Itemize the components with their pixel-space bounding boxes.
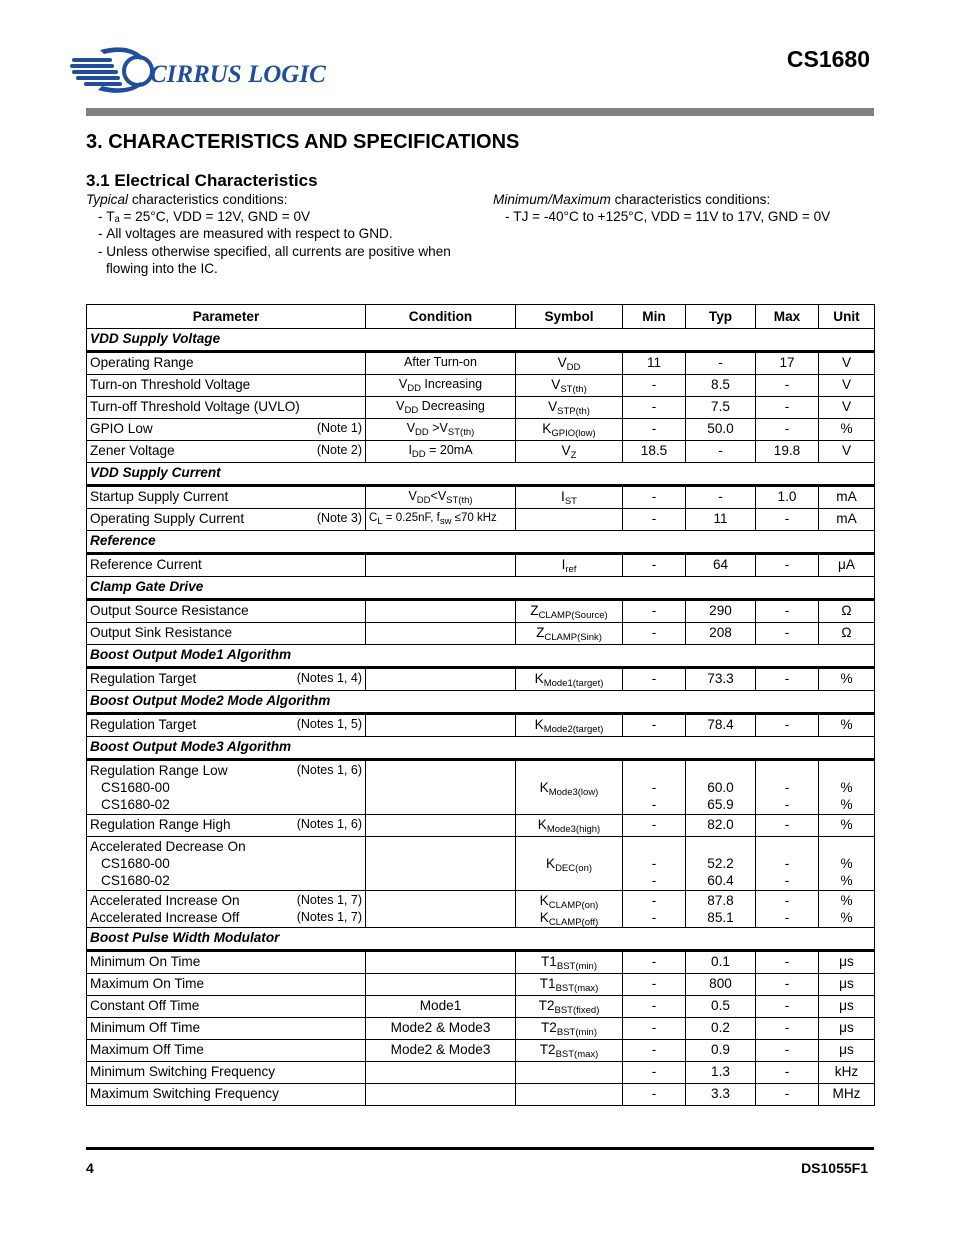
- cirrus-logic-logo: [70, 44, 330, 96]
- cond: [366, 1084, 516, 1106]
- unit: % %: [819, 891, 875, 928]
- cond: [366, 714, 516, 737]
- max: -: [756, 951, 819, 974]
- typ: 64: [686, 554, 756, 577]
- col-min: Min: [623, 305, 686, 329]
- minmax-conditions: [493, 191, 873, 225]
- max: -: [756, 815, 819, 837]
- table-row: [87, 760, 875, 815]
- typ: 0.2: [686, 1018, 756, 1040]
- unit: Ω: [819, 623, 875, 645]
- cond: [366, 891, 516, 928]
- max: -: [756, 509, 819, 531]
- col-max: Max: [756, 305, 819, 329]
- note: (Notes 1, 6): [296, 763, 362, 777]
- symbol: $K_{Mode1(target)}$: [516, 668, 623, 691]
- min: -: [623, 1018, 686, 1040]
- minmax-label-rest: characteristics conditions:: [610, 192, 771, 207]
- min: -: [623, 1084, 686, 1106]
- table-row: [87, 375, 875, 397]
- param: Operating Supply Current (Note 3): [87, 509, 366, 531]
- typ: 0.5: [686, 996, 756, 1018]
- typ: 78.4: [686, 714, 756, 737]
- table-header-row: [87, 305, 875, 329]
- unit: V: [819, 441, 875, 463]
- symbol: $T1_{BST(max)}$: [516, 974, 623, 996]
- param: Turn-off Threshold Voltage (UVLO): [87, 397, 366, 419]
- unit: μs: [819, 996, 875, 1018]
- max: 1.0: [756, 486, 819, 509]
- param: Minimum On Time: [87, 951, 366, 974]
- document-number: CS1680: [786, 46, 870, 72]
- typ: 800: [686, 974, 756, 996]
- document-id: DS1055F1: [801, 1160, 868, 1176]
- minmax-label: Minimum/Maximum: [493, 192, 611, 207]
- table-row: [87, 815, 875, 837]
- logo-text: CIRRUS LOGIC: [150, 61, 326, 88]
- typ: -: [686, 352, 756, 375]
- cond: Mode1: [366, 996, 516, 1018]
- table-row: [87, 419, 875, 441]
- unit: mA: [819, 486, 875, 509]
- max: 19.8: [756, 441, 819, 463]
- cond: $C_L = 0.25nF$, $f_{sw} \le 70$ kHz: [366, 509, 516, 531]
- table-row: [87, 1084, 875, 1106]
- param: Maximum On Time: [87, 974, 366, 996]
- note: (Note 3): [316, 511, 362, 525]
- unit: %: [819, 815, 875, 837]
- col-symbol: Symbol: [516, 305, 623, 329]
- max: -: [756, 623, 819, 645]
- min: -: [623, 554, 686, 577]
- max: -: [756, 600, 819, 623]
- cond: After Turn-on: [366, 352, 516, 375]
- table-row: [87, 714, 875, 737]
- param: Minimum Off Time: [87, 1018, 366, 1040]
- unit: kHz: [819, 1062, 875, 1084]
- typ: 50.0: [686, 419, 756, 441]
- table-row: [87, 891, 875, 928]
- min: - -: [623, 837, 686, 891]
- typical-conditions: [86, 191, 476, 277]
- table-row: [87, 600, 875, 623]
- max: -: [756, 397, 819, 419]
- param: Constant Off Time: [87, 996, 366, 1018]
- table-row: [87, 1040, 875, 1062]
- param: Regulation Target (Notes 1, 5): [87, 714, 366, 737]
- symbol: $K_{Mode3(high)}$: [516, 815, 623, 837]
- typ: 290: [686, 600, 756, 623]
- section-boost-pwm: Boost Pulse Width Modulator: [87, 928, 875, 951]
- col-typ: Typ: [686, 305, 756, 329]
- cond: [366, 600, 516, 623]
- cond: $I_{DD} = 20mA$: [366, 441, 516, 463]
- min: -: [623, 623, 686, 645]
- typ: 8.5: [686, 375, 756, 397]
- param: Reference Current: [87, 554, 366, 577]
- typical-label-rest: characteristics conditions:: [128, 192, 288, 207]
- cond: Mode2 & Mode3: [366, 1040, 516, 1062]
- table-row: [87, 837, 875, 891]
- param: Maximum Off Time: [87, 1040, 366, 1062]
- typ: -: [686, 441, 756, 463]
- max: -: [756, 1084, 819, 1106]
- unit: % %: [819, 837, 875, 891]
- min: - -: [623, 891, 686, 928]
- unit: μA: [819, 554, 875, 577]
- symbol: [516, 1062, 623, 1084]
- symbol: $Z_{CLAMP(Source)}$: [516, 600, 623, 623]
- min: -: [623, 1040, 686, 1062]
- cond: [366, 1062, 516, 1084]
- cond: [366, 974, 516, 996]
- param: Operating Range: [87, 352, 366, 375]
- table-row: [87, 623, 875, 645]
- param: GPIO Low (Note 1): [87, 419, 366, 441]
- min: -: [623, 996, 686, 1018]
- table-row: [87, 509, 875, 531]
- col-parameter: Parameter: [87, 305, 366, 329]
- electrical-characteristics-table: [86, 304, 875, 1106]
- unit: % %: [819, 760, 875, 815]
- symbol: $K_{DEC(on)}$: [516, 837, 623, 891]
- param: Regulation Range Low (Notes 1, 6) CS1680-00 CS1680-02: [87, 760, 366, 815]
- max: -: [756, 554, 819, 577]
- section-clamp-gate-drive: Clamp Gate Drive: [87, 577, 875, 600]
- table-row: [87, 397, 875, 419]
- symbol: $K_{Mode2(target)}$: [516, 714, 623, 737]
- param: Turn-on Threshold Voltage: [87, 375, 366, 397]
- param: Zener Voltage (Note 2): [87, 441, 366, 463]
- symbol: $Z_{CLAMP(Sink)}$: [516, 623, 623, 645]
- unit: %: [819, 419, 875, 441]
- col-condition: Condition: [366, 305, 516, 329]
- table-row: [87, 974, 875, 996]
- table-row: [87, 996, 875, 1018]
- symbol: $V_Z$: [516, 441, 623, 463]
- unit: Ω: [819, 600, 875, 623]
- symbol: $V_{DD}$: [516, 352, 623, 375]
- symbol: $I_{ST}$: [516, 486, 623, 509]
- min: -: [623, 397, 686, 419]
- unit: μs: [819, 1040, 875, 1062]
- min: -: [623, 486, 686, 509]
- param: Minimum Switching Frequency: [87, 1062, 366, 1084]
- unit: μs: [819, 974, 875, 996]
- typ: 208: [686, 623, 756, 645]
- typ: 82.0: [686, 815, 756, 837]
- col-unit: Unit: [819, 305, 875, 329]
- typical-condition-2: - All voltages are measured with respect to GND.: [98, 226, 393, 242]
- unit: V: [819, 375, 875, 397]
- min: -: [623, 509, 686, 531]
- typ: 0.1: [686, 951, 756, 974]
- footer-rule: [86, 1147, 874, 1150]
- table-row: [87, 441, 875, 463]
- subsection-title: 3.1 Electrical Characteristics: [86, 171, 318, 190]
- cond: $V_{DD}<V_{ST(th)}$: [366, 486, 516, 509]
- typ: 7.5: [686, 397, 756, 419]
- cond: [366, 837, 516, 891]
- symbol: $T2_{BST(min)}$: [516, 1018, 623, 1040]
- cond: $V_{DD}$ Increasing: [366, 375, 516, 397]
- symbol: $K_{Mode3(low)}$: [516, 760, 623, 815]
- symbol: $T2_{BST(max)}$: [516, 1040, 623, 1062]
- param: Regulation Range High (Notes 1, 6): [87, 815, 366, 837]
- symbol: $K_{GPIO(low)}$: [516, 419, 623, 441]
- max: -: [756, 375, 819, 397]
- table-row: [87, 352, 875, 375]
- max: -: [756, 1062, 819, 1084]
- min: -: [623, 375, 686, 397]
- typ: 52.2 60.4: [686, 837, 756, 891]
- min: -: [623, 668, 686, 691]
- param: Startup Supply Current: [87, 486, 366, 509]
- max: -: [756, 1018, 819, 1040]
- cond: [366, 554, 516, 577]
- minmax-condition-1: - TJ = -40°C to +125°C, VDD = 11V to 17V, GND = 0V: [505, 209, 831, 225]
- table-row: [87, 951, 875, 974]
- unit: %: [819, 668, 875, 691]
- typical-label: Typical: [86, 192, 129, 207]
- symbol: $K_{CLAMP(on)}$ $K_{CLAMP(off)}$: [516, 891, 623, 928]
- min: -: [623, 714, 686, 737]
- min: -: [623, 974, 686, 996]
- note: (Notes 1, 4): [296, 671, 362, 685]
- typ: 1.3: [686, 1062, 756, 1084]
- min: 11: [623, 352, 686, 375]
- cond: [366, 623, 516, 645]
- max: - -: [756, 760, 819, 815]
- typ: 87.8 85.1: [686, 891, 756, 928]
- section-vdd-supply-current: VDD Supply Current: [87, 463, 875, 486]
- max: -: [756, 996, 819, 1018]
- min: -: [623, 951, 686, 974]
- note: (Notes 1, 6): [296, 817, 362, 831]
- max: - -: [756, 837, 819, 891]
- section-title: 3. CHARACTERISTICS AND SPECIFICATIONS: [86, 131, 520, 153]
- min: -: [623, 419, 686, 441]
- min: -: [623, 815, 686, 837]
- note: (Note 1): [316, 421, 362, 435]
- unit: MHz: [819, 1084, 875, 1106]
- min: 18.5: [623, 441, 686, 463]
- cond: [366, 668, 516, 691]
- unit: mA: [819, 509, 875, 531]
- unit: %: [819, 714, 875, 737]
- note: (Note 2): [316, 443, 362, 457]
- max: -: [756, 714, 819, 737]
- section-boost-mode3: Boost Output Mode3 Algorithm: [87, 737, 875, 760]
- unit: V: [819, 397, 875, 419]
- page-number: 4: [86, 1160, 94, 1176]
- note: (Notes 1, 5): [296, 717, 362, 731]
- min: -: [623, 600, 686, 623]
- section-reference: Reference: [87, 531, 875, 554]
- max: -: [756, 419, 819, 441]
- cond: [366, 760, 516, 815]
- unit: μs: [819, 951, 875, 974]
- typ: 73.3: [686, 668, 756, 691]
- unit: V: [819, 352, 875, 375]
- cond: $V_{DD}$ Decreasing: [366, 397, 516, 419]
- max: -: [756, 1040, 819, 1062]
- table-row: [87, 486, 875, 509]
- table-row: [87, 1062, 875, 1084]
- table-row: [87, 554, 875, 577]
- symbol: $V_{STP(th)}$: [516, 397, 623, 419]
- max: -: [756, 974, 819, 996]
- param: Accelerated Increase On (Notes 1, 7) Accelerated Increase Off (Notes 1, 7): [87, 891, 366, 928]
- symbol: [516, 509, 623, 531]
- unit: μs: [819, 1018, 875, 1040]
- typical-condition-1: - Tₐ = 25°C, VDD = 12V, GND = 0V: [98, 209, 311, 225]
- symbol: $T2_{BST(fixed)}$: [516, 996, 623, 1018]
- typ: 60.0 65.9: [686, 760, 756, 815]
- table-row: [87, 668, 875, 691]
- symbol: $V_{ST(th)}$: [516, 375, 623, 397]
- min: - -: [623, 760, 686, 815]
- param: Output Sink Resistance: [87, 623, 366, 645]
- typ: 11: [686, 509, 756, 531]
- typ: 0.9: [686, 1040, 756, 1062]
- param: Regulation Target (Notes 1, 4): [87, 668, 366, 691]
- typ: 3.3: [686, 1084, 756, 1106]
- cond: Mode2 & Mode3: [366, 1018, 516, 1040]
- param: Accelerated Decrease On CS1680-00 CS1680-02: [87, 837, 366, 891]
- cond: $V_{DD} >V_{ST(th)}$: [366, 419, 516, 441]
- section-boost-mode2: Boost Output Mode2 Mode Algorithm: [87, 691, 875, 714]
- symbol: [516, 1084, 623, 1106]
- max: - -: [756, 891, 819, 928]
- min: -: [623, 1062, 686, 1084]
- param: Maximum Switching Frequency: [87, 1084, 366, 1106]
- header-rule: [86, 108, 874, 116]
- cond: [366, 815, 516, 837]
- cond: [366, 951, 516, 974]
- typ: -: [686, 486, 756, 509]
- symbol: $I_{ref}$: [516, 554, 623, 577]
- section-vdd-supply-voltage: VDD Supply Voltage: [87, 329, 875, 352]
- max: 17: [756, 352, 819, 375]
- max: -: [756, 668, 819, 691]
- param: Output Source Resistance: [87, 600, 366, 623]
- symbol: $T1_{BST(min)}$: [516, 951, 623, 974]
- table-row: [87, 1018, 875, 1040]
- section-boost-mode1: Boost Output Mode1 Algorithm: [87, 645, 875, 668]
- typical-condition-3: - Unless otherwise specified, all currents are positive when flowing into the IC.: [98, 243, 451, 276]
